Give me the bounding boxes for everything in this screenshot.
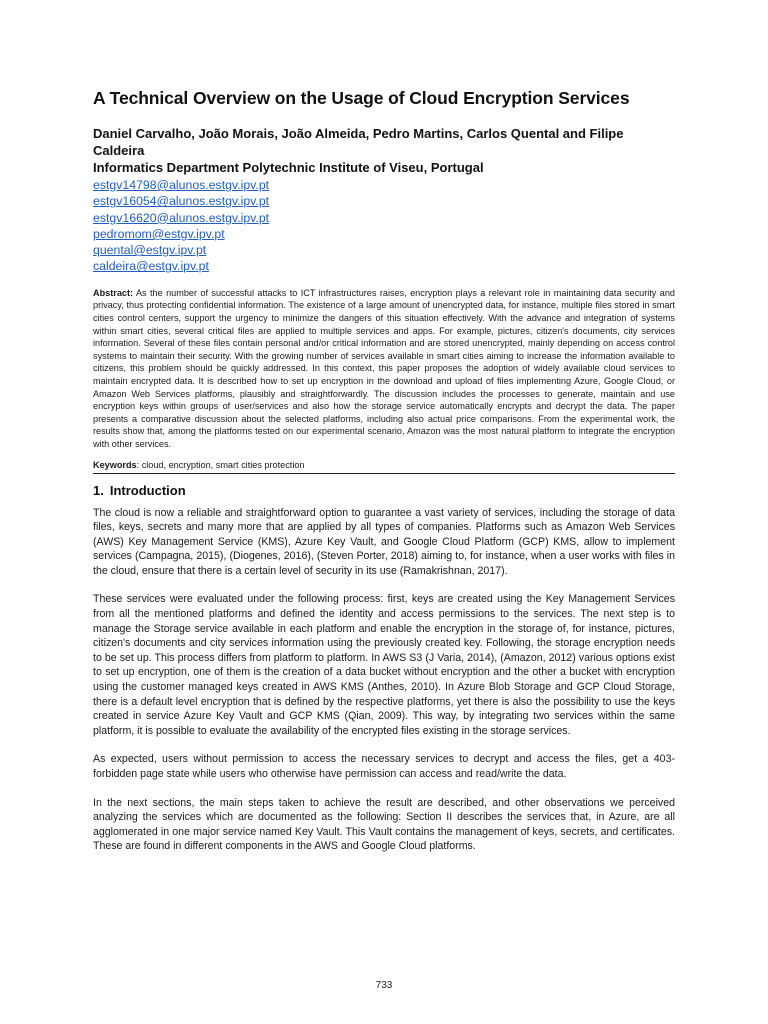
section-title: Introduction — [109, 482, 186, 498]
email-link[interactable]: estgv14798@alunos.estgv.ipv.pt — [93, 178, 270, 192]
body-paragraph: In the next sections, the main steps taken to achieve the result are described, and other observations we perceived analyzing the services which are documented as the following: Section II describes the services that, in Azure, are all agglomerated in one major service named Key Vault. This Vault contains the management of keys, secrets, and certificates. These are found in different components in the AWS and Google Cloud platforms. — [93, 796, 675, 853]
body-paragraph: These services were evaluated under the following process: first, keys are created using the Key Management Services from all the mentioned platforms and defined the identity and access permissions to the services. The next step is to manage the Storage service available in each platform and enable the encryption in the storage of, for instance, pictures, citizen's documents and city services information using the previously created key. Following, the storage encryption needs to be set up. This process differs from platform to platform. In AWS S3 (J Varia, 2014), (Amazon, 2012) various options exist to set up encryption, one of them is the creation of a data bucket without encryption and the other a bucket with encryption using the customer managed keys created in AWS KMS (Anthes, 2010). In Azure Blob Storage and GCP Cloud Storage, there is a default level encryption that is defined by the respective platforms, yet there is also the possibility to use the keys created in service Azure Key Vault and GCP KMS (Qian, 2009). This way, by integrating two services within the same platform, it is possible to evaluate the availability of the encrypted files existing in the storage services. — [93, 593, 675, 737]
email-link[interactable]: estgv16054@alunos.estgv.ipv.pt — [93, 194, 270, 209]
body-paragraph: The cloud is now a reliable and straightforward option to guarantee a vast variety of services, including the storage of data files, keys, secrets and many more that are applied by all types of companies. Platforms such as Amazon Web Services (AWS) Key Management Service (KMS), Azure Key Vault, and Google Cloud Platform (GCP) KMS, allow to implement services (Campagna, 2015), (Diogenes, 2016), (Steven Porter, 2018) aiming to, for instance, when a user works with files in the cloud, ensure that there is a certain level of security in its use (Ramakrishnan, 2017). — [93, 506, 675, 577]
abstract-label: Abstract: — [93, 287, 134, 298]
paper-title: A Technical Overview on the Usage of Cloud Encryption Services — [93, 88, 630, 108]
section-number: 1. — [93, 482, 104, 498]
keywords — [93, 459, 675, 474]
paper-page — [93, 88, 675, 868]
email-link[interactable]: quental@estgv.ipv.pt — [93, 243, 207, 258]
email-link[interactable]: caldeira@estgv.ipv.pt — [93, 259, 209, 274]
email-link[interactable]: estgv16620@alunos.estgv.ipv.pt — [93, 210, 270, 225]
abstract — [93, 287, 675, 451]
keywords-label: Keywords — [93, 459, 137, 470]
email-list — [93, 177, 675, 275]
section-heading — [93, 483, 675, 498]
email-link[interactable]: pedromom@estgv.ipv.pt — [93, 226, 225, 241]
affiliation: Informatics Department Polytechnic Institute of Viseu, Portugal — [93, 160, 484, 175]
author-list: Daniel Carvalho, João Morais, João Almeida, Pedro Martins, Carlos Quental and Filipe Caldeira — [93, 126, 624, 158]
page-number: 733 — [375, 980, 393, 991]
keywords-text: : cloud, encryption, smart cities protection — [136, 459, 305, 470]
abstract-text: As the number of successful attacks to ICT infrastructures raises, encryption plays a relevant role in maintaining data security and privacy, thus protecting confidential information. The existence of a large amount of unencrypted data, for instance, multiple files stored in smart cities control centers, support the urgency to minimize the dangers of this situation effectively. With the advance and integration of systems within smart cities, several critical files are applied to multiple services and apps. For example, pictures, citizen's documents, city services information. Several of these files contain personal and/or critical information and are stored unencrypted, mainly depending on access control systems to maintain their security. With the growing number of services available in smart cities aiming to increase the information available to citizens, this problem should be quickly addressed. In this context, this paper proposes the adoption of widely available cloud services to maintain encrypted data. It is described how to set up encryption in the download and upload of files implementing Azure, Google Cloud, or Amazon Web Services platforms, plausibly and straightforwardly. The discussion includes the processes to generate, maintain and use encryption keys within groups of user/services and also how the storage service automatically encrypts and decrypt the data. The paper presents a comparative discussion about the selected platforms, including also actual price comparisons. From the experimental work, the results show that, among the platforms tested on our experimental scenario, Amazon was the most natural platform to integrate the encryption with other services. — [93, 287, 675, 449]
body-paragraph: As expected, users without permission to access the necessary services to decrypt and access the files, get a 403-forbidden page state while users who otherwise have permission can access and read/write the data. — [93, 753, 675, 780]
